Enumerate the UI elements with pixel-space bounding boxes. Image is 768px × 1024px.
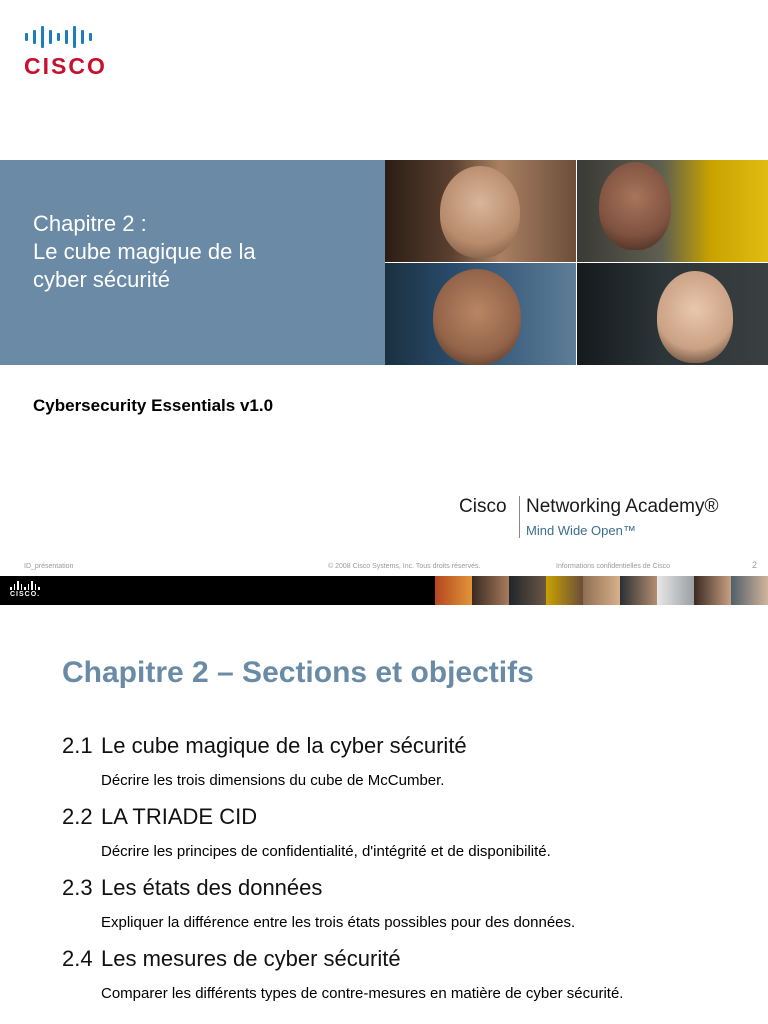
footer-copyright: © 2008 Cisco Systems, Inc. Tous droits réservés. <box>328 563 481 570</box>
header-bar <box>0 576 768 605</box>
cisco-logo <box>24 24 120 79</box>
objective-item <box>62 875 742 933</box>
networking-academy-logo <box>459 496 759 546</box>
title-line: Chapitre 2 : <box>33 211 147 236</box>
objective-heading: LA TRIADE CID <box>101 804 258 829</box>
objective-description: Expliquer la différence entre les trois états possibles pour des données. <box>101 914 576 931</box>
cisco-bars-icon <box>10 581 40 590</box>
objective-heading: Les états des données <box>101 875 323 900</box>
photo-strip <box>435 576 768 605</box>
objective-number: 2.2 <box>62 804 93 829</box>
photo-student-4 <box>577 263 768 365</box>
objective-item <box>62 946 742 1004</box>
title-line: Le cube magique de la <box>33 239 256 264</box>
course-title: Cybersecurity Essentials v1.0 <box>33 396 274 415</box>
cisco-wordmark: CISCO <box>24 53 107 79</box>
cisco-mini-wordmark: CISCO. <box>10 591 41 598</box>
objective-description: Comparer les différents types de contre-mesures en matière de cyber sécurité. <box>101 985 624 1002</box>
objective-number: 2.1 <box>62 733 93 758</box>
academy-divider <box>519 496 520 538</box>
academy-tagline: Mind Wide Open™ <box>526 523 636 538</box>
title-band <box>0 160 385 365</box>
objective-item <box>62 804 742 862</box>
footer-confidential: Informations confidentielles de Cisco <box>556 563 671 570</box>
cisco-bars-icon <box>25 24 120 50</box>
title-line: cyber sécurité <box>33 267 170 292</box>
photo-collage <box>385 160 768 365</box>
footer-presentation-id: ID_présentation <box>24 563 74 570</box>
objective-heading: Le cube magique de la cyber sécurité <box>101 733 467 758</box>
academy-name: Networking Academy® <box>526 496 719 517</box>
slide-title <box>33 210 256 294</box>
objective-description: Décrire les principes de confidentialité, d'intégrité et de disponibilité. <box>101 843 551 860</box>
photo-student-3 <box>385 263 576 365</box>
photo-student-1 <box>385 160 576 262</box>
section-title: Chapitre 2 – Sections et objectifs <box>62 656 534 689</box>
objective-number: 2.3 <box>62 875 93 900</box>
objective-item <box>62 733 742 791</box>
objective-description: Décrire les trois dimensions du cube de McCumber. <box>101 772 445 789</box>
page-number: 2 <box>752 560 758 570</box>
academy-brand: Cisco <box>459 496 507 517</box>
photo-student-2 <box>577 160 768 262</box>
objective-heading: Les mesures de cyber sécurité <box>101 946 401 971</box>
objectives-slide <box>0 576 768 1024</box>
cisco-mini-logo <box>10 581 40 598</box>
objective-number: 2.4 <box>62 946 93 971</box>
